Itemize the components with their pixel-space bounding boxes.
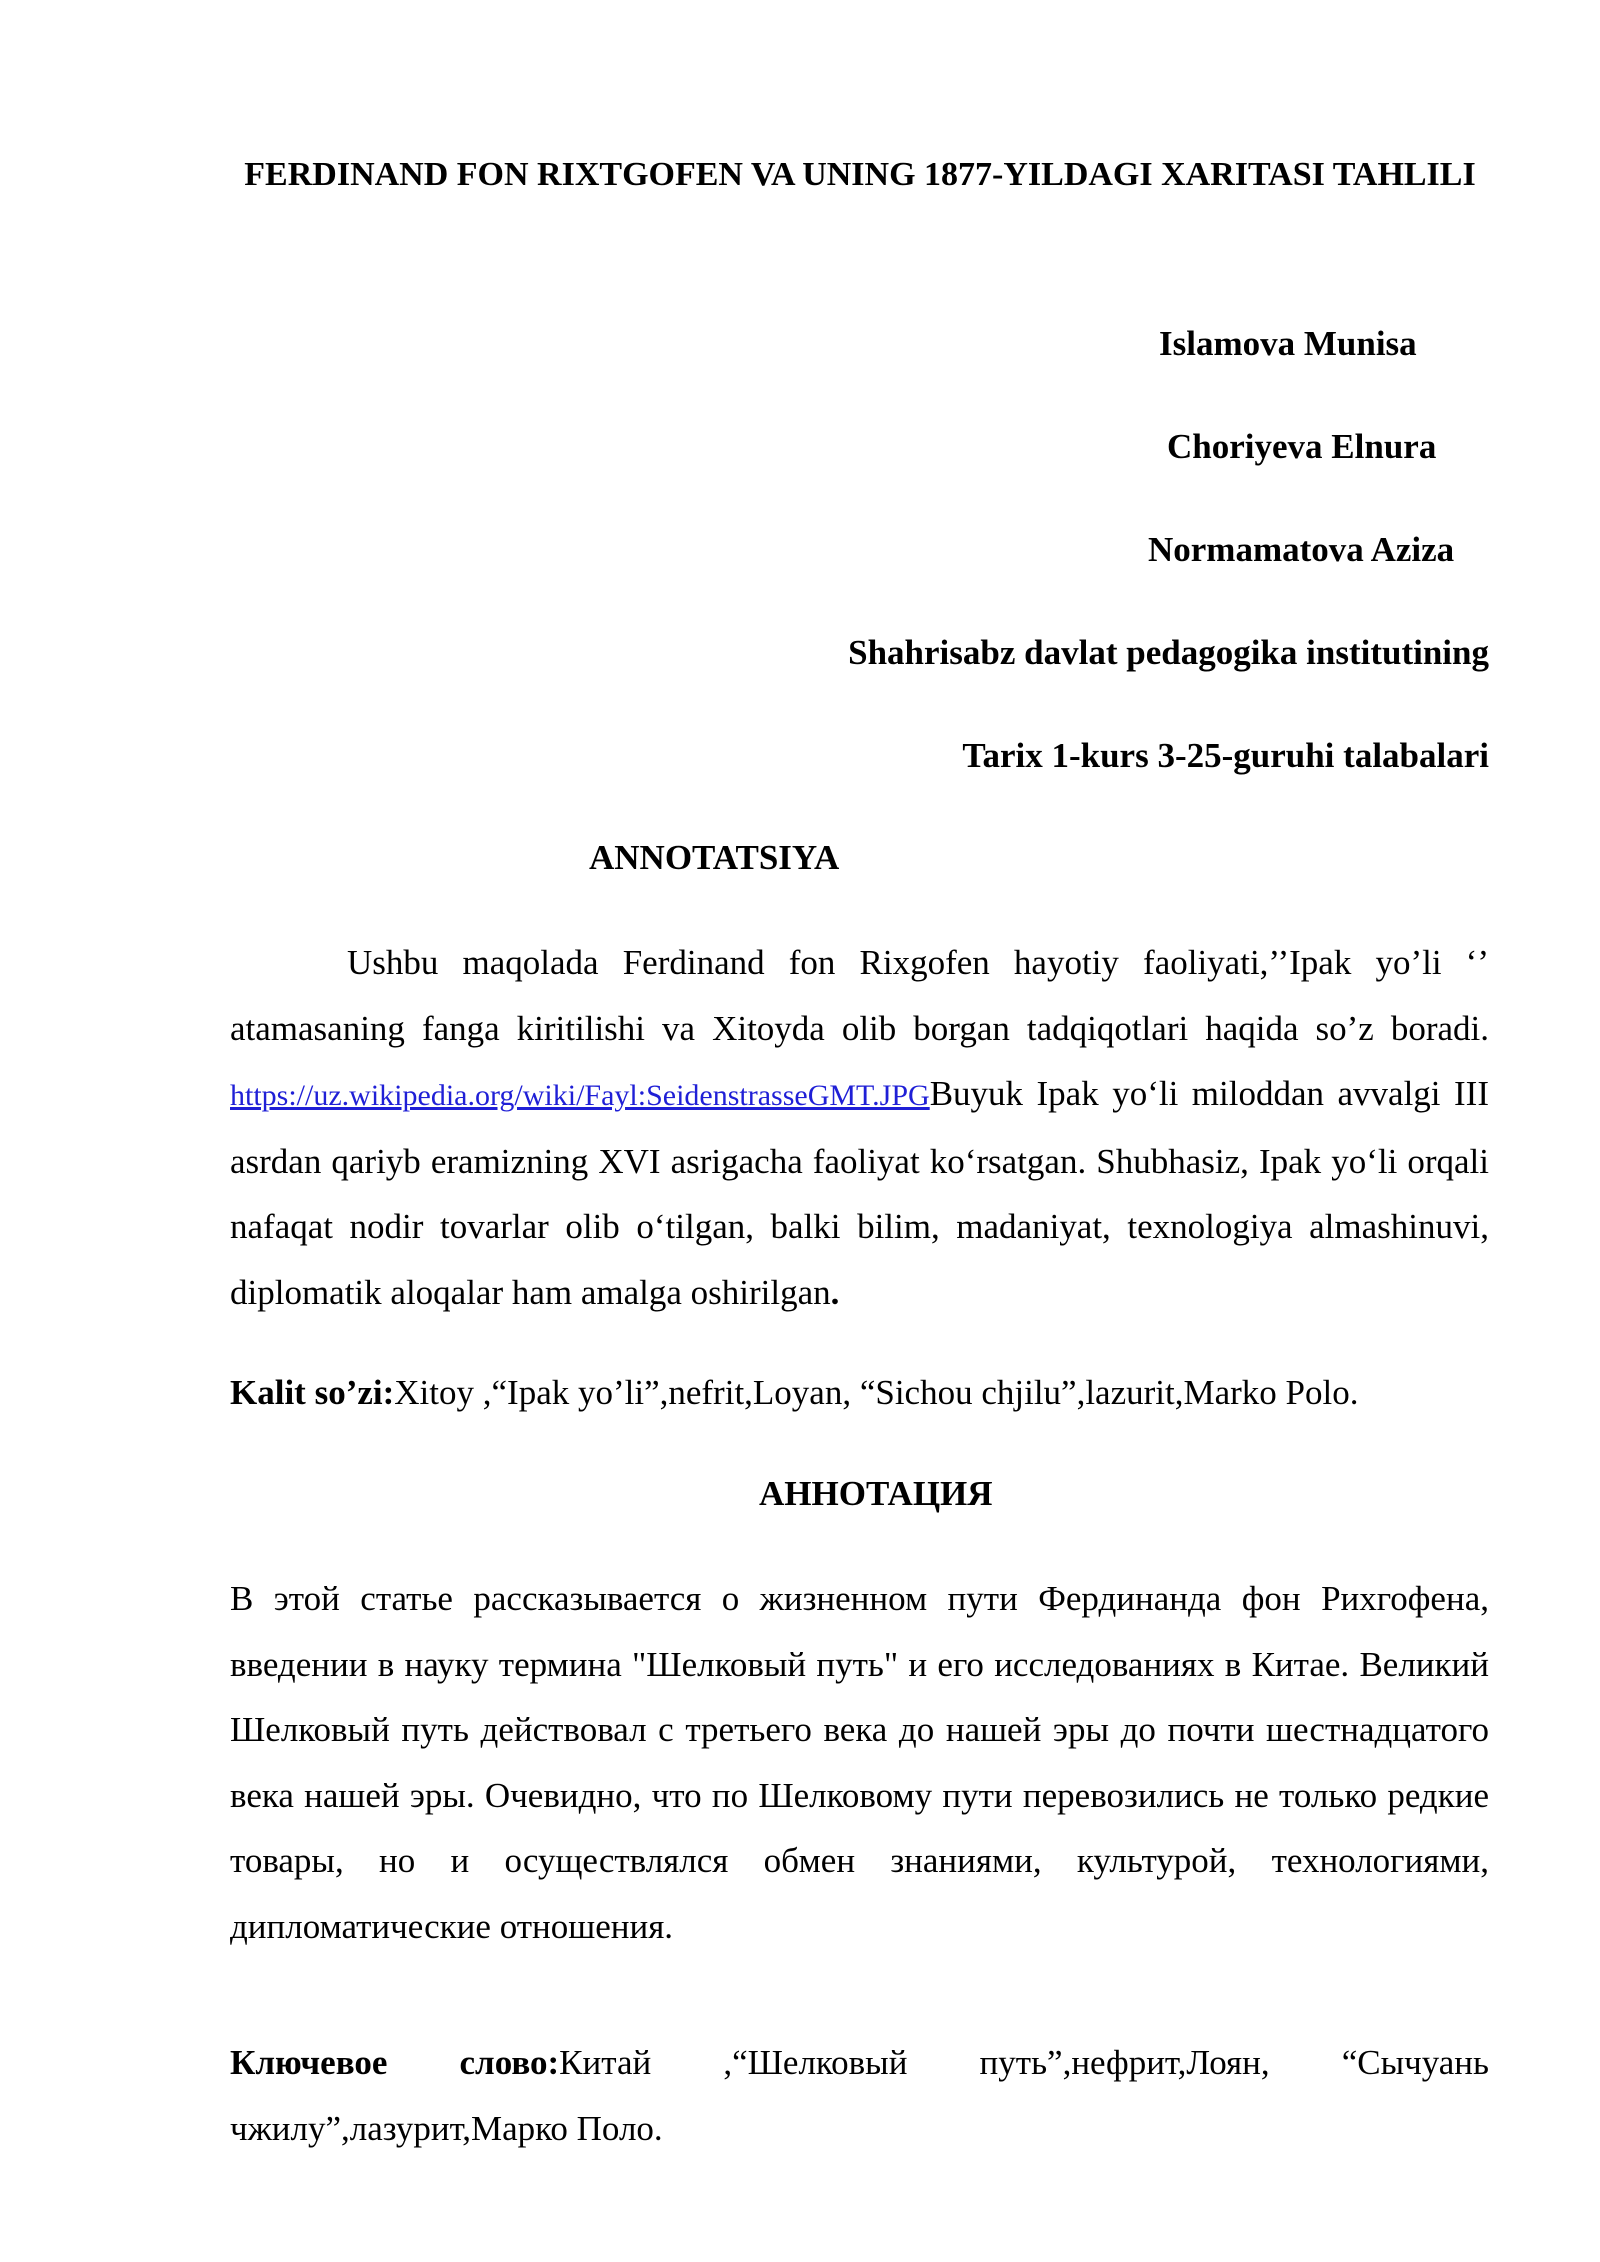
affiliation-group: Tarix 1-kurs 3-25-guruhi talabalari [962,736,1489,775]
abstract-uz-end-mark: . [830,1272,840,1312]
annotation-heading-ru: АННОТАЦИЯ [759,1474,993,1513]
keywords-ru-list: Китай ,“Шелковый путь”,нефрит,Лоян, “Сычуань чжилу”,лазурит,Марко Поло. [230,2043,1489,2148]
keywords-uz [230,1360,1489,1426]
keywords-ru [230,2030,1489,2161]
abstract-uz [230,930,1489,1325]
abstract-uz-text-end: Buyuk Ipak yo‘li miloddan avvalgi III asrdan qariyb eramizning XVI asrigacha faoliyat ko‘rsatgan. Shubhasiz, Ipak yo‘li orqali nafaqat nodir tovarlar olib o‘tilgan, balki bilim, madaniyat, texnologiya almashinuvi, diplomatik aloqalar ham amalga oshirilgan [230,1074,1489,1312]
abstract-ru: В этой статье рассказывается о жизненном пути Фердинанда фон Рихгофена, введении в науку термина "Шелковый путь" и его исследованиях в Китае. Великий Шелковый путь действовал с третьего века до нашей эры до почти шестнадцатого века нашей эры. Очевидно, что по Шелковому пути перевозились не только редкие товары, но и осуществлялся обмен знаниями, культурой, технологиями, дипломатические отношения. [230,1579,1489,1946]
author-3: Normamatova Aziza [1148,530,1455,569]
article-title: FERDINAND FON RIXTGOFEN VA UNING 1877-YILDAGI XARITASI TAHLILI [244,156,1476,193]
annotation-heading-uz: ANNOTATSIYA [589,838,840,877]
abstract-uz-text-start: Ushbu maqolada Ferdinand fon Rixgofen hayotiy faoliyati,’’Ipak yo’li ‘’ atamasaning fanga kiritilishi va Xitoyda olib borgan tadqiqotlari haqida so’z boradi. [230,943,1489,1048]
wikipedia-image-link[interactable]: https://uz.wikipedia.org/wiki/Fayl:SeidenstrasseGMT.JPG [230,1079,930,1112]
keywords-uz-label: Kalit so’zi: [230,1373,395,1412]
keywords-ru-label: Ключевое слово: [230,2043,560,2082]
affiliation-institute: Shahrisabz davlat pedagogika institutining [848,633,1489,672]
keywords-uz-list: Xitoy ,“Ipak yo’li”,nefrit,Loyan, “Sichou chjilu”,lazurit,Marko Polo. [394,1373,1359,1412]
author-2: Choriyeva Elnura [1167,427,1437,466]
author-1: Islamova Munisa [1159,324,1417,363]
